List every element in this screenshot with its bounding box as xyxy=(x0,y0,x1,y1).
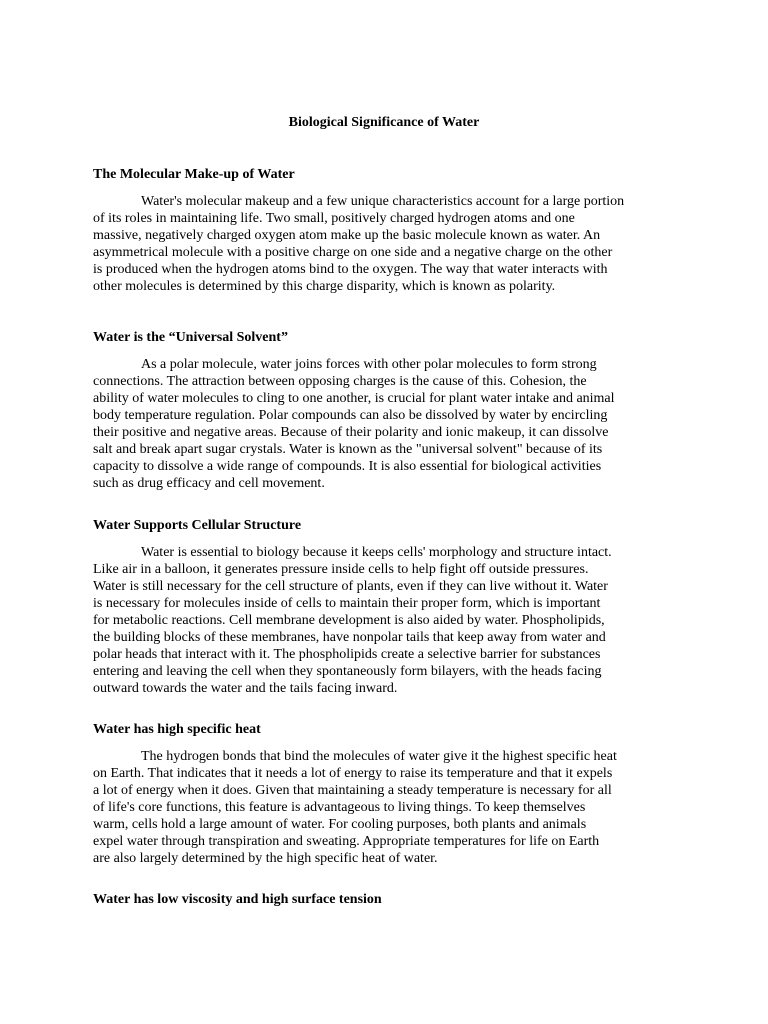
paragraph-line: such as drug efficacy and cell movement. xyxy=(93,476,325,491)
section-body-specific-heat xyxy=(93,748,683,867)
paragraph-line: The hydrogen bonds that bind the molecules of water give it the highest specific heat xyxy=(141,749,617,764)
paragraph-line: expel water through transpiration and sweating. Appropriate temperatures for life on Earth xyxy=(93,834,600,849)
section-heading-specific-heat: Water has high specific heat xyxy=(93,722,261,737)
section-heading-molecular-makeup: The Molecular Make-up of Water xyxy=(93,167,295,182)
section-heading-cellular-structure: Water Supports Cellular Structure xyxy=(93,518,302,533)
section-body-universal-solvent xyxy=(93,356,683,492)
paragraph-line: outward towards the water and the tails facing inward. xyxy=(93,681,398,696)
section-heading-viscosity-surface-tension: Water has low viscosity and high surface tension xyxy=(93,892,382,907)
paragraph-line: body temperature regulation. Polar compounds can also be dissolved by water by encircling xyxy=(93,408,608,423)
paragraph-line: a lot of energy when it does. Given that maintaining a steady temperature is necessary for all xyxy=(93,783,612,798)
paragraph-line: entering and leaving the cell when they spontaneously form bilayers, with the heads facing xyxy=(93,664,602,679)
paragraph-line: polar heads that interact with it. The phospholipids create a selective barrier for substances xyxy=(93,647,601,662)
paragraph-line: of its roles in maintaining life. Two small, positively charged hydrogen atoms and one xyxy=(93,211,575,226)
paragraph-line: Like air in a balloon, it generates pressure inside cells to help fight off outside pressures. xyxy=(93,562,589,577)
paragraph-line: is necessary for molecules inside of cells to maintain their proper form, which is important xyxy=(93,596,601,611)
paragraph-line: is produced when the hydrogen atoms bind to the oxygen. The way that water interacts with xyxy=(93,262,608,277)
paragraph-line: Water is still necessary for the cell structure of plants, even if they can live without it. Water xyxy=(93,579,608,594)
paragraph-line: ability of water molecules to cling to one another, is crucial for plant water intake and animal xyxy=(93,391,615,406)
section-body-molecular-makeup xyxy=(93,193,683,295)
document-title: Biological Significance of Water xyxy=(288,115,480,130)
paragraph-line: connections. The attraction between opposing charges is the cause of this. Cohesion, the xyxy=(93,374,587,389)
paragraph-line: other molecules is determined by this charge disparity, which is known as polarity. xyxy=(93,279,556,294)
paragraph-line: of life's core functions, this feature is advantageous to living things. To keep themselves xyxy=(93,800,586,815)
paragraph-line: for metabolic reactions. Cell membrane development is also aided by water. Phospholipids, xyxy=(93,613,605,628)
paragraph-line: capacity to dissolve a wide range of compounds. It is also essential for biological activities xyxy=(93,459,602,474)
paragraph-line: asymmetrical molecule with a positive charge on one side and a negative charge on the other xyxy=(93,245,613,260)
paragraph-line: salt and break apart sugar crystals. Water is known as the "universal solvent" because of its xyxy=(93,442,603,457)
section-body-cellular-structure xyxy=(93,544,683,697)
paragraph-line: on Earth. That indicates that it needs a lot of energy to raise its temperature and that it expels xyxy=(93,766,613,781)
paragraph-line: Water's molecular makeup and a few unique characteristics account for a large portion xyxy=(141,194,625,209)
paragraph-line: As a polar molecule, water joins forces with other polar molecules to form strong xyxy=(141,357,597,372)
paragraph-line: Water is essential to biology because it keeps cells' morphology and structure intact. xyxy=(141,545,612,560)
paragraph-line: the building blocks of these membranes, have nonpolar tails that keep away from water and xyxy=(93,630,606,645)
paragraph-line: their positive and negative areas. Because of their polarity and ionic makeup, it can dissolve xyxy=(93,425,609,440)
paragraph-line: massive, negatively charged oxygen atom make up the basic molecule known as water. An xyxy=(93,228,601,243)
paragraph-line: are also largely determined by the high specific heat of water. xyxy=(93,851,438,866)
section-heading-universal-solvent: Water is the “Universal Solvent” xyxy=(93,330,288,345)
paragraph-line: warm, cells hold a large amount of water. For cooling purposes, both plants and animals xyxy=(93,817,587,832)
